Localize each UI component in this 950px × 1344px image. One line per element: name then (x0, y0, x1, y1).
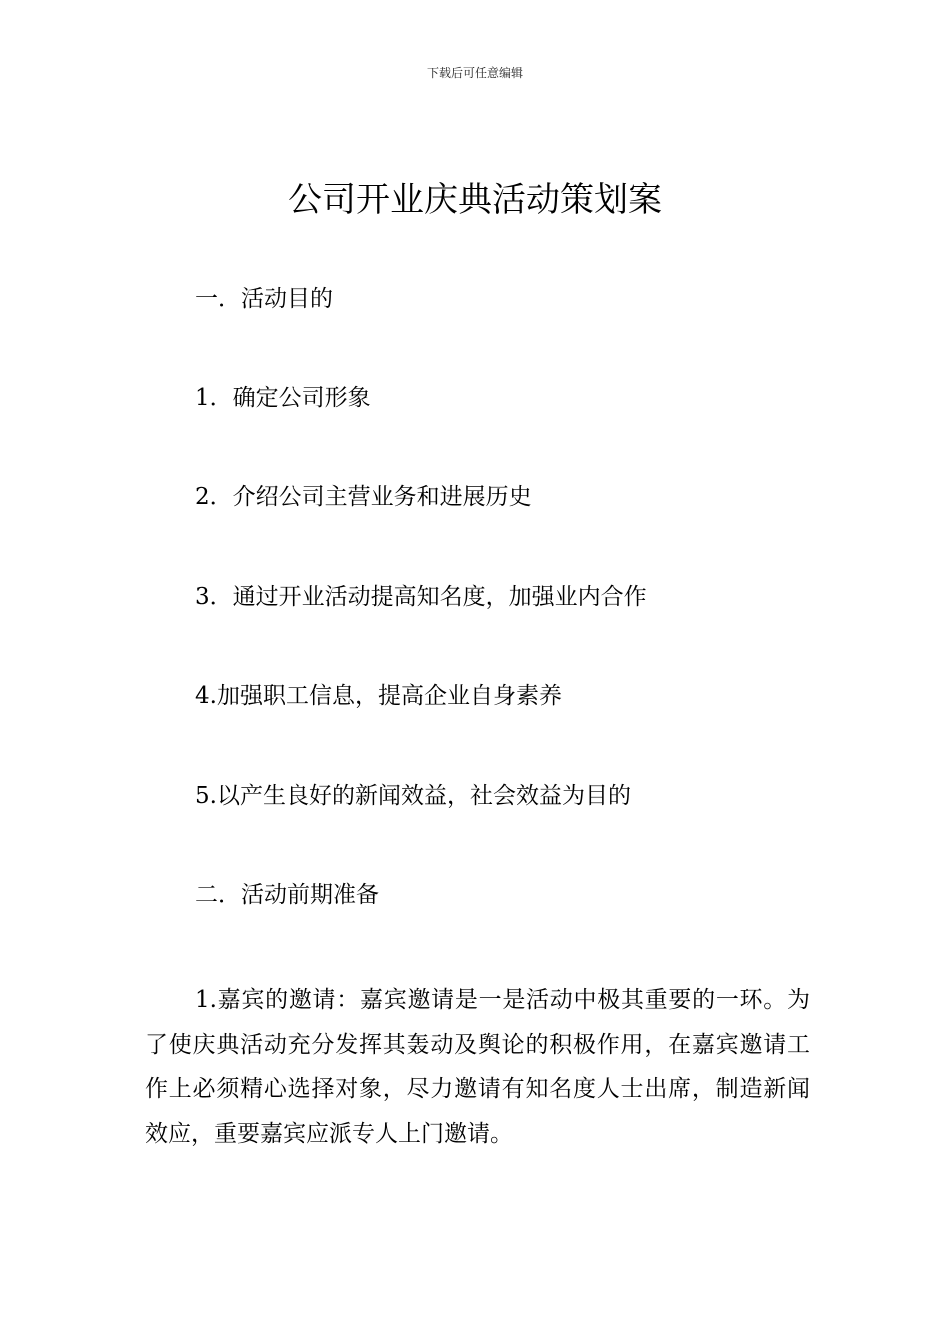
list-item: 3．通过开业活动提高知名度，加强业内合作 (195, 584, 647, 610)
list-item: 4.加强职工信息，提高企业自身素养 (195, 683, 562, 709)
section-heading-purpose: 一．活动目的 (195, 286, 333, 312)
list-item: 5.以产生良好的新闻效益，社会效益为目的 (195, 783, 631, 809)
guest-invitation-paragraph: 1.嘉宾的邀请：嘉宾邀请是一是活动中极其重要的一环。为了使庆典活动充分发挥其轰动及舆论的积极作用，在嘉宾邀请工作上必须精心选择对象，尽力邀请有知名度人士出席，制造新闻效应，重要嘉宾应派专人上门邀请。 (145, 987, 810, 1148)
document-title: 公司开业庆典活动策划案 (288, 180, 662, 220)
list-item: 1．确定公司形象 (195, 385, 371, 411)
list-item: 2．介绍公司主营业务和进展历史 (195, 484, 532, 510)
header-note: 下载后可任意编辑 (426, 66, 523, 80)
section-heading-preparation: 二．活动前期准备 (195, 882, 379, 908)
